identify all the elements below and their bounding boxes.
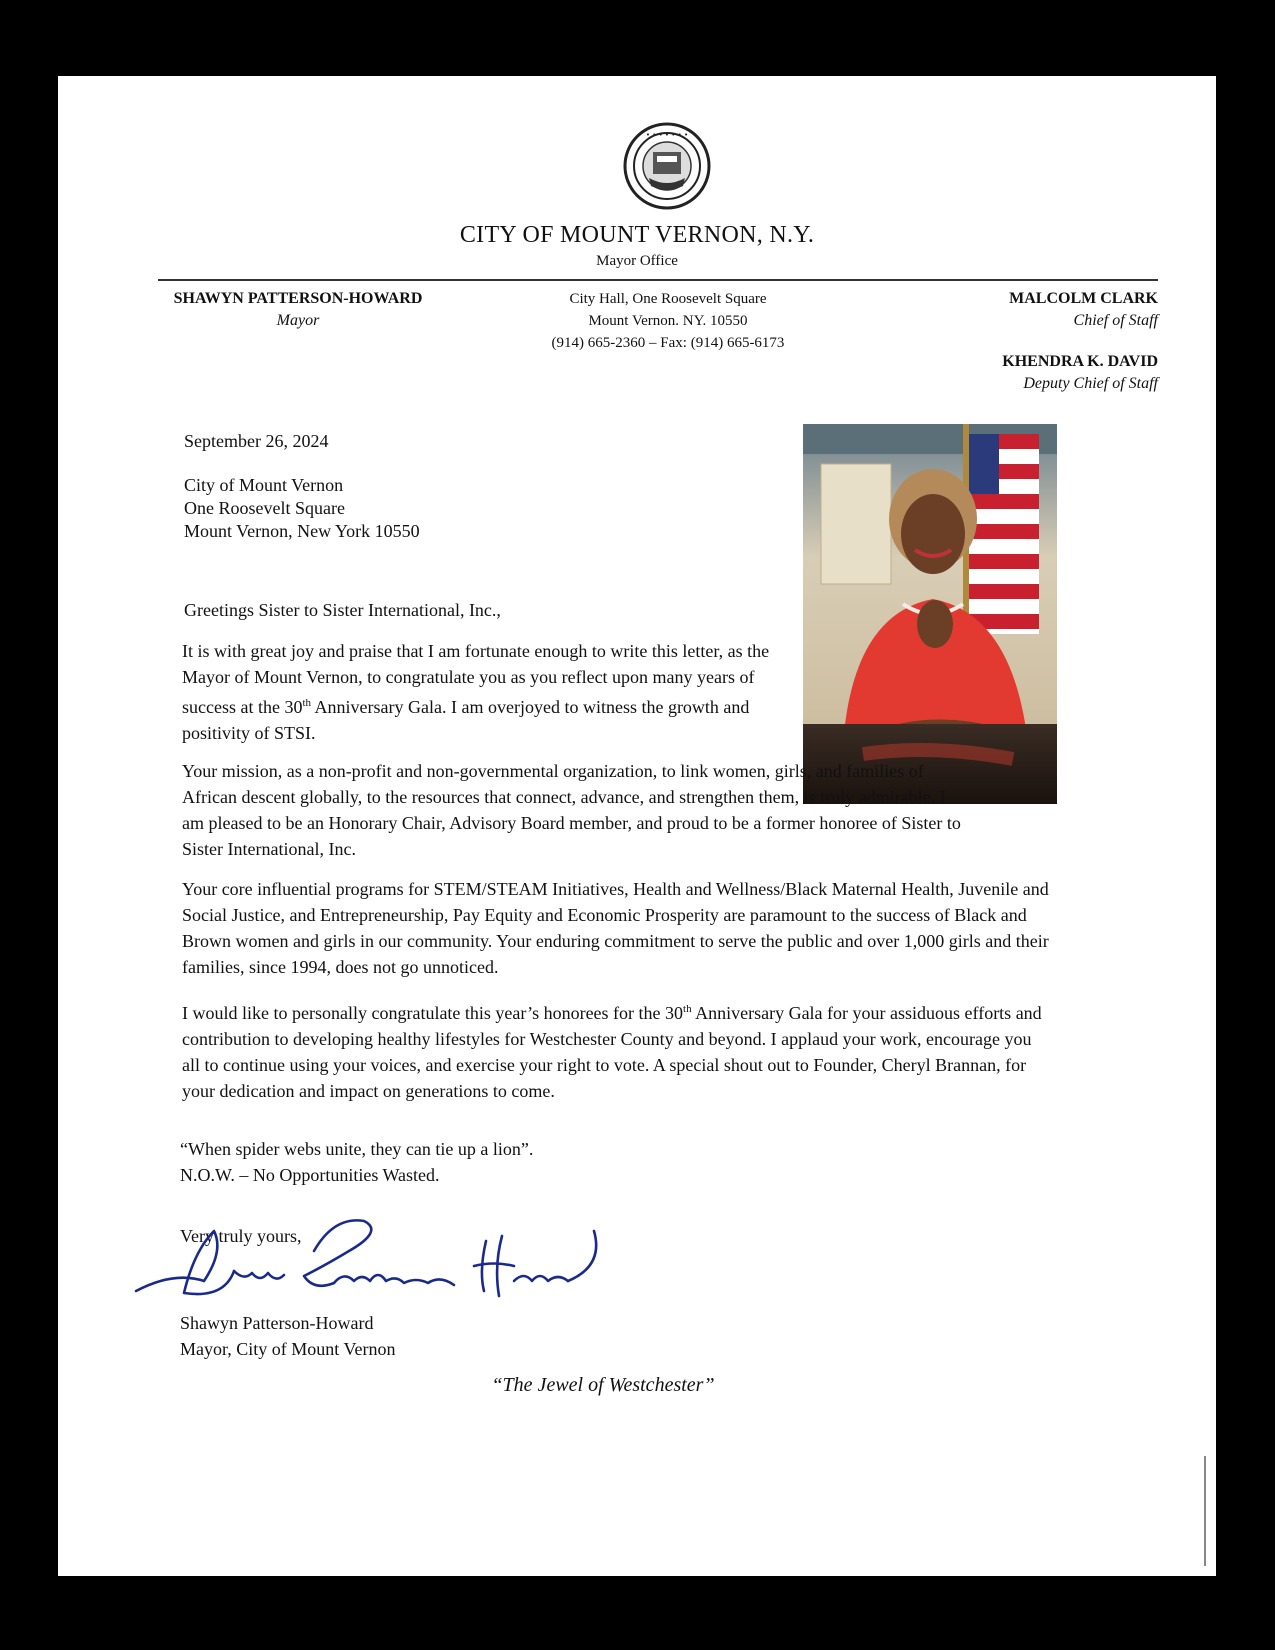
chief-name: MALCOLM CLARK [1009,290,1158,307]
header-divider [158,279,1158,281]
letter-page [58,76,1216,1576]
svg-text:• • • • • • •: • • • • • • • [645,131,689,139]
handwritten-signature-icon [134,1211,612,1311]
letter-greeting: Greetings Sister to Sister International, Inc., [184,600,501,620]
recipient-line: One Roosevelt Square [184,498,345,518]
city-title: CITY OF MOUNT VERNON, N.Y. [459,222,815,248]
signer-title: Mayor, City of Mount Vernon [180,1339,396,1359]
paragraph-text: I would like to personally congratulate this year’s honorees for the 30 [182,1003,684,1023]
phone-fax-line: (914) 665-2360 – Fax: (914) 665-6173 [551,335,785,351]
mayor-header-block [168,288,428,332]
paragraph-text: Anniversary Gala. I am overjoyed to witness the growth and positivity of STSI. [182,697,750,743]
recipient-address [184,474,420,543]
page-edge-line [1204,1456,1206,1566]
paragraph-2: Your mission, as a non-profit and non-governmental organization, to link women, girls, and families of African descent globally, to the resources that connect, advance, and strengthen them, is truly admirable. I am pleased to be an Honorary Chair, Advisory Board member, and proud to be a former honoree of Sister to Sister International, Inc. [182,761,961,859]
deputy-name: KHENDRA K. DAVID [1002,353,1158,370]
deputy-chief-block [938,351,1158,395]
signer-name: Shawyn Patterson-Howard [180,1313,374,1333]
paragraph-text: It is with great joy and praise that I am fortunate enough to write this letter, as the Mayor of Mount Vernon, to congratulate you as you reflect upon many years of success at the 30 [182,641,770,717]
superscript: th [683,1003,692,1015]
paragraph-1 [182,638,782,746]
mayor-name: SHAWYN PATTERSON-HOWARD [173,290,423,307]
chief-of-staff-block [958,288,1158,332]
address-block [518,288,818,354]
paragraph-3: Your core influential programs for STEM/STEAM Initiatives, Health and Wellness/Black Maternal Health, Juvenile and Social Justice, and Entrepreneurship, Pay Equity and Economic Prosperity are paramount to the success of Black and Brown women and girls in our community. Your enduring commitment to serve the public and over 1,000 girls and their families, since 1994, does not go unnoticed. [182,879,1049,977]
city-tagline: “The Jewel of Westchester” [491,1374,715,1396]
recipient-line: Mount Vernon, New York 10550 [184,521,420,541]
superscript: th [302,697,312,709]
deputy-title: Deputy Chief of Staff [1023,375,1158,392]
city-seal-icon [623,122,711,210]
address-line: City Hall, One Roosevelt Square [569,291,767,307]
closing-salutation: Very truly yours, [180,1226,302,1246]
paragraph-text: Anniversary Gala for your assiduous efforts and contribution to developing healthy lifestyles for Westchester County and beyond. I applaud your work, encourage you all to continue using your voices, and exercise your right to vote. A special shout out to Founder, Cheryl Brannan, for your dedication and impact on generations to come. [182,1003,1042,1101]
recipient-line: City of Mount Vernon [184,475,344,495]
address-line: Mount Vernon. NY. 10550 [588,313,748,329]
mayor-title: Mayor [276,312,320,329]
office-subtitle: Mayor Office [596,253,678,269]
mayor-portrait-photo [803,424,1057,804]
closing-quote: “When spider webs unite, they can tie up a lion”. [180,1139,534,1159]
chief-title: Chief of Staff [1073,312,1158,329]
paragraph-4 [182,996,1052,1104]
letter-date: September 26, 2024 [184,431,329,451]
now-motto: N.O.W. – No Opportunities Wasted. [180,1165,440,1185]
